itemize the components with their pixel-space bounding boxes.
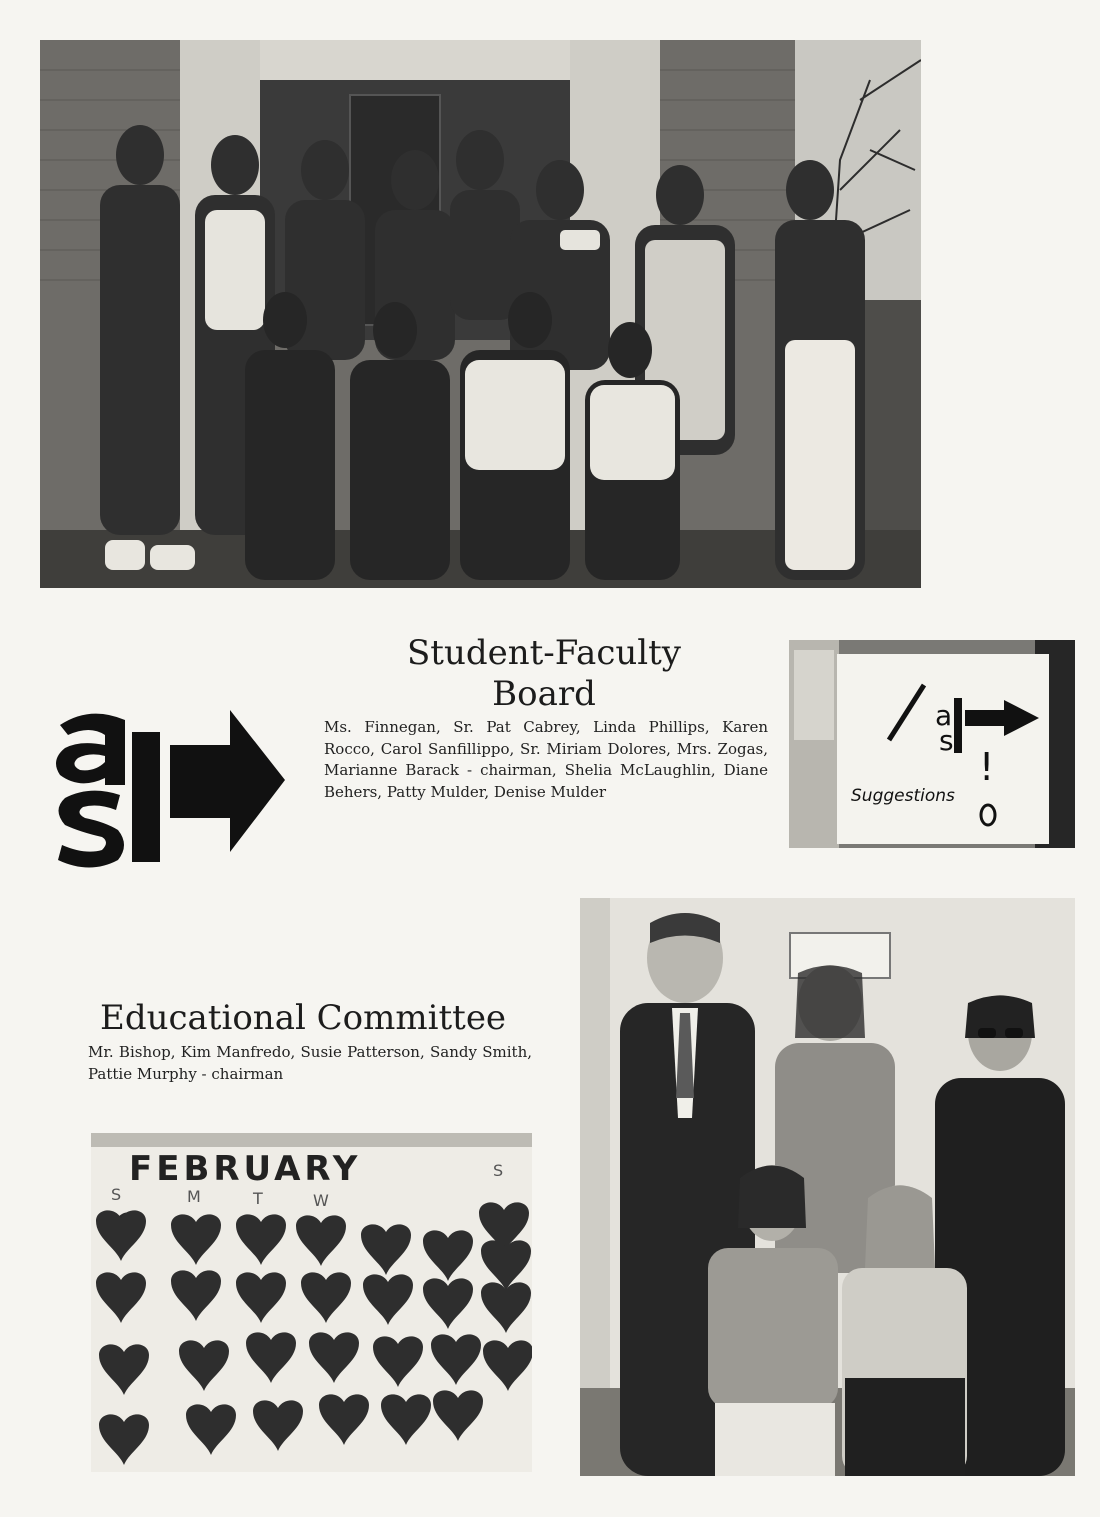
- logo-letter-a-icon: [56, 714, 125, 785]
- board-title-line1: Student-Faculty: [406, 633, 682, 673]
- board-title-line2: Board: [492, 674, 596, 714]
- logo-arrow-icon: [170, 710, 285, 852]
- svg-text:s: s: [939, 724, 954, 757]
- weekday-letter-s-last: S: [493, 1161, 504, 1180]
- committee-group-photo: [580, 898, 1075, 1476]
- logo-bar-icon: [132, 732, 160, 862]
- weekday-letter-m: M: [187, 1187, 201, 1206]
- svg-text:!: !: [979, 745, 995, 789]
- suggestions-sign-photo: [789, 640, 1075, 848]
- as-logo: [50, 700, 290, 875]
- february-calendar-photo: [91, 1133, 532, 1472]
- svg-text:a: a: [935, 699, 953, 732]
- weekday-letter-t: T: [253, 1189, 263, 1208]
- board-members: Ms. Finnegan, Sr. Pat Cabrey, Linda Phillips, Karen Rocco, Carol Sanfillippo, Sr. Miriam Dolores, Mrs. Zogas, Marianne Barack - chairman, Shelia McLaughlin, Diane Behers, Patty Mulder, Denise Mulder: [324, 718, 768, 801]
- logo-letter-s-icon: [58, 791, 124, 868]
- suggestions-sign-text: Suggestions: [851, 786, 955, 806]
- weekday-letter-w: W: [313, 1191, 329, 1210]
- board-group-photo: [40, 40, 921, 588]
- february-title: FEBRUARY: [129, 1149, 362, 1189]
- committee-title: Educational Committee: [100, 998, 507, 1038]
- weekday-letter-s: S: [111, 1185, 122, 1204]
- committee-members: Mr. Bishop, Kim Manfredo, Susie Patterson, Sandy Smith, Pattie Murphy - chairman: [88, 1043, 532, 1083]
